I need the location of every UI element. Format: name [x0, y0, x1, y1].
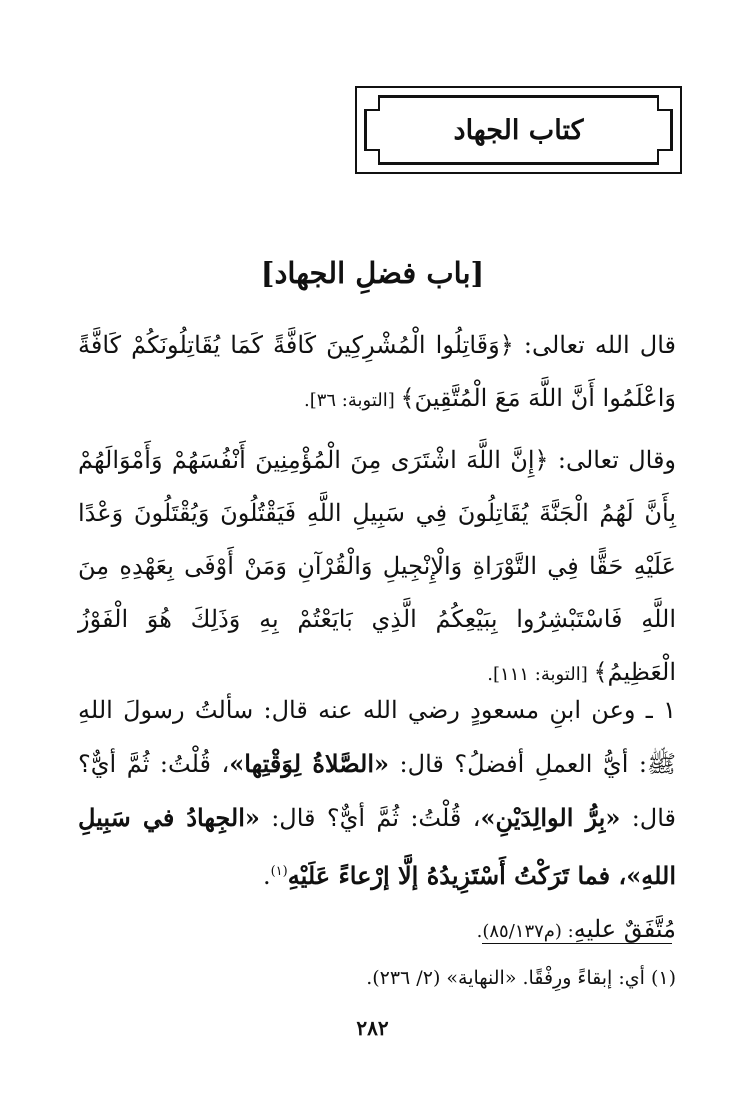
frame-corner-ornament: [657, 95, 673, 111]
title-frame: [355, 86, 682, 174]
footnote-marker: (١): [270, 864, 288, 879]
hadith-text: ، قُلْتُ: ثُمَّ أيٌّ؟ قال:: [78, 750, 677, 832]
hadith-quote: «الصَّلاةُ لِوَقْتِها»: [229, 749, 390, 778]
frame-corner-ornament: [364, 95, 380, 111]
verse-reference: [التوبة: ١١١].: [487, 664, 594, 685]
hadith-text: .: [262, 862, 271, 890]
book-title: كتاب الجهاد: [453, 114, 584, 146]
chapter-heading: [باب فضلِ الجهاد]: [260, 256, 485, 290]
hadith-text: ١ ـ وعن ابنِ مسعودٍ رضي الله عنه قال: سألتُ رسولَ اللهِ ﷺ: أيُّ العملِ أفضلُ؟ قال:: [78, 696, 676, 778]
quran-verse: ﴿وَقَاتِلُوا الْمُشْرِكِينَ كَافَّةً كَمَا يُقَاتِلُونَكُمْ كَافَّةً وَاعْلَمُوا أَنَّ اللَّهَ مَعَ الْمُتَّقِينَ﴾: [78, 331, 676, 412]
page-number: ٢٨٢: [356, 1016, 389, 1040]
hadith-paragraph: [78, 684, 676, 958]
hadith-quote: «بِرُّ الوالِدَيْنِ»: [480, 803, 621, 832]
verse-paragraph-2: [78, 434, 676, 701]
frame-corner-ornament: [364, 149, 380, 165]
verse-intro: وقال تعالى:: [548, 446, 677, 474]
verse-intro: قال الله تعالى:: [513, 331, 676, 359]
verse-paragraph-1: [78, 319, 676, 427]
frame-corner-ornament: [657, 149, 673, 165]
hadith-reference: : (م٨٥/١٣٧).: [476, 921, 574, 942]
footnote-divider: [482, 943, 672, 944]
agreed-label: مُتَّفَقٌ عليهِ: [573, 915, 676, 943]
title-frame-inner: [364, 95, 673, 165]
hadith-quote: «الجِهادُ في سَبِيلِ اللهِ»، فما تَرَكْتُ أَسْتَزِيدُهُ إلَّا إرْعاءً عَلَيْهِ: [78, 803, 676, 890]
hadith-text: ، قُلْتُ: ثُمَّ أيٌّ؟ قال:: [259, 804, 481, 832]
verse-reference: [التوبة: ٣٦].: [303, 390, 401, 411]
footnote: (١) أي: إبقاءً ورِفْقًا. «النهاية» (٢/ ٢٣٦).: [366, 967, 676, 989]
quran-verse: ﴿إِنَّ اللَّهَ اشْتَرَى مِنَ الْمُؤْمِنِينَ أَنْفُسَهُمْ وَأَمْوَالَهُمْ بِأَنَّ لَهُمُ الْجَنَّةَ يُقَاتِلُونَ فِي سَبِيلِ اللَّهِ فَيَقْتُلُونَ وَيُقْتَلُونَ وَعْدًا عَلَيْهِ حَقًّا فِي التَّوْرَاةِ وَالْإِنْجِيلِ وَالْقُرْآنِ وَمَنْ أَوْفَى بِعَهْدِهِ مِنَ اللَّهِ فَاسْتَبْشِرُوا بِبَيْعِكُمُ الَّذِي بَايَعْتُمْ بِهِ وَذَلِكَ هُوَ الْفَوْزُ الْعَظِيمُ﴾: [78, 446, 676, 686]
